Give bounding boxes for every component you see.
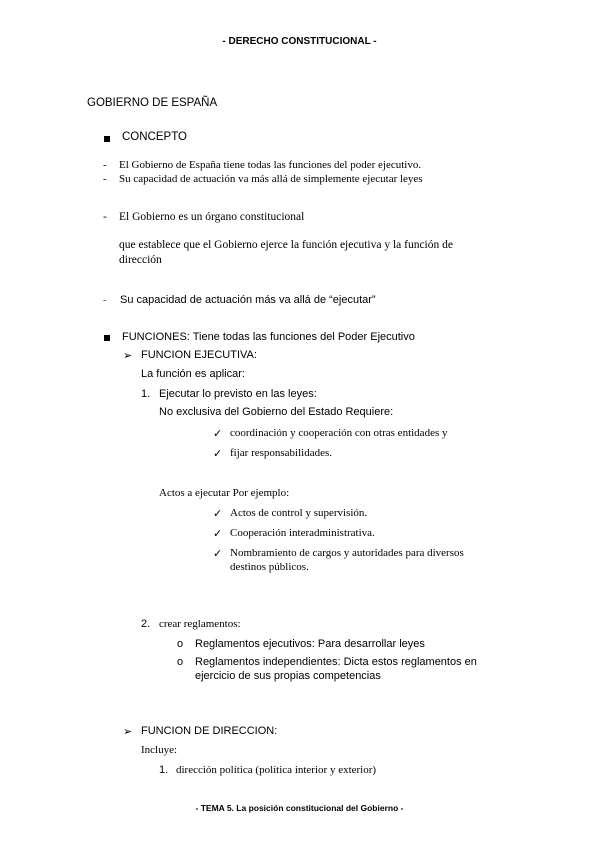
actos-item-3-continued: destinos públicos. <box>230 561 309 573</box>
que-establece-line-2: dirección <box>119 254 162 266</box>
arrow-bullet-icon: ➢ <box>123 726 133 738</box>
arrow-bullet-icon: ➢ <box>123 350 133 362</box>
list-number: 1. <box>159 764 169 776</box>
requiere-item-1: coordinación y cooperación con otras entidades y <box>230 427 448 439</box>
actos-item-1: Actos de control y supervisión. <box>230 507 368 519</box>
concepto-item-1: El Gobierno de España tiene todas las funciones del poder ejecutivo. <box>119 159 422 171</box>
page-footer: - TEMA 5. La posición constitucional del Gobierno - <box>195 803 404 813</box>
no-exclusiva-text: No exclusiva del Gobierno del Estado Requiere: <box>159 406 394 418</box>
page-header: - DERECHO CONSTITUCIONAL - <box>222 36 377 47</box>
list-number: 1. <box>141 388 151 400</box>
actos-item-3: Nombramiento de cargos y autoridades para diversos <box>230 547 464 559</box>
check-icon: ✓ <box>213 528 223 540</box>
requiere-item-2: fijar responsabilidades. <box>230 447 333 459</box>
direccion-item-1: dirección política (política interior y exterior) <box>176 764 377 776</box>
ejecutiva-item-2: crear reglamentos: <box>159 618 241 630</box>
dash-marker: - <box>103 294 107 306</box>
funcion-direccion-heading: FUNCION DE DIRECCION: <box>141 725 278 737</box>
dash-marker: - <box>103 173 107 185</box>
circle-bullet-icon: o <box>177 638 184 650</box>
ejecutiva-item-1: Ejecutar lo previsto en las leyes: <box>159 388 317 400</box>
dash-marker: - <box>103 211 107 223</box>
square-bullet-icon <box>104 335 110 341</box>
que-establece-line-1: que establece que el Gobierno ejerce la función ejecutiva y la función de <box>119 239 453 251</box>
dash-marker: - <box>103 159 107 171</box>
capacidad-text: Su capacidad de actuación más va allá de “ejecutar” <box>120 294 376 306</box>
reglamentos-item-1: Reglamentos ejecutivos: Para desarrollar leyes <box>195 638 425 650</box>
ejecutiva-intro: La función es aplicar: <box>141 368 245 380</box>
check-icon: ✓ <box>213 548 223 560</box>
organo-text: El Gobierno es un órgano constitucional <box>119 211 305 223</box>
square-bullet-icon <box>104 136 110 142</box>
check-icon: ✓ <box>213 448 223 460</box>
reglamentos-item-2-continued: ejercicio de sus propias competencias <box>195 670 381 682</box>
direccion-intro: Incluye: <box>141 744 178 756</box>
actos-intro: Actos a ejecutar Por ejemplo: <box>159 487 290 499</box>
check-icon: ✓ <box>213 428 223 440</box>
funcion-ejecutiva-heading: FUNCION EJECUTIVA: <box>141 349 257 361</box>
reglamentos-item-2: Reglamentos independientes: Dicta estos reglamentos en <box>195 656 477 668</box>
actos-item-2: Cooperación interadministrativa. <box>230 527 375 539</box>
funciones-heading: FUNCIONES: Tiene todas las funciones del Poder Ejecutivo <box>122 331 415 343</box>
list-number: 2. <box>141 618 151 630</box>
check-icon: ✓ <box>213 508 223 520</box>
document-title: GOBIERNO DE ESPAÑA <box>87 97 218 109</box>
concepto-item-2: Su capacidad de actuación va más allá de simplemente ejecutar leyes <box>119 173 423 185</box>
concepto-heading: CONCEPTO <box>122 131 187 143</box>
circle-bullet-icon: o <box>177 656 184 668</box>
